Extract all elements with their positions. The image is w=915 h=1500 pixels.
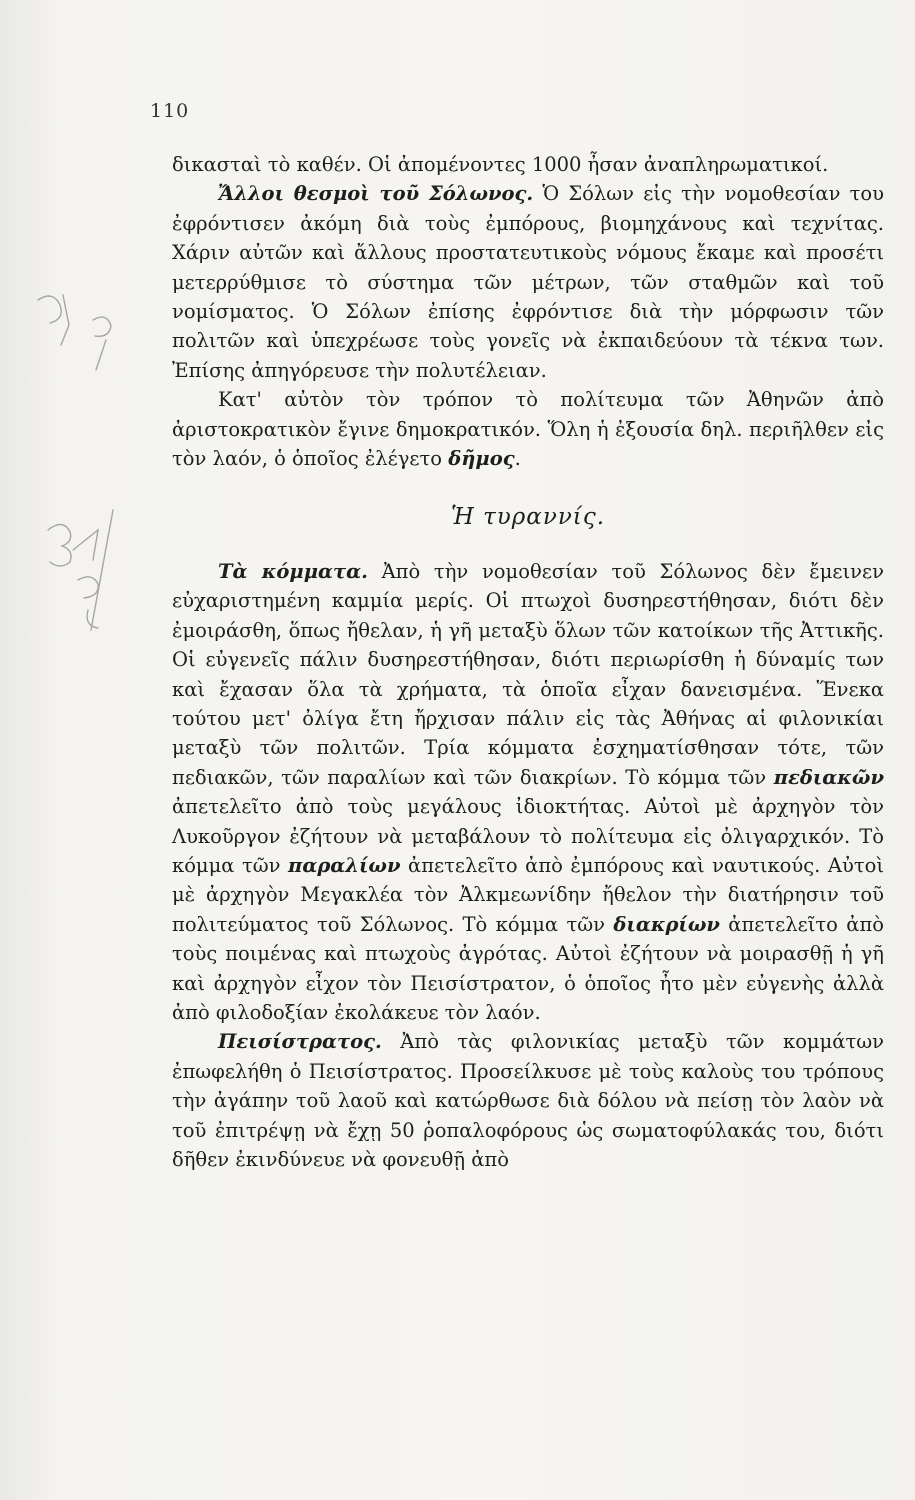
paragraph	[172, 1027, 884, 1174]
paragraph	[172, 385, 884, 473]
paragraph-text: ἀπετελεῖτο ἀπὸ τοὺς ποιμένας καὶ πτωχοὺς ἀγρότας. Αὐτοὶ ἐζήτουν νὰ μοιρασθῇ ἡ γῆ καὶ ἀρχηγὸν εἶχον τὸν Πεισίστρατον, ὁ ὁποῖος ἦτο μὲν εὐγενὴς ἀλλὰ ἀπὸ φιλοδοξίαν ἐκολάκευε τὸν λαόν.	[172, 912, 885, 1024]
pencil-margin-note	[18, 280, 158, 660]
paragraph-text: Ἀπὸ τὰς φιλονικίας μεταξὺ τῶν κομμάτων ἐπωφελήθη ὁ Πεισίστρατος. Προσείλκυσε μὲ τοὺς καλοὺς του τρόπους τὴν ἀγάπην τοῦ λαοῦ καὶ κατώρθωσε διὰ δόλου νὰ πείσῃ τὸν λαὸν νὰ τοῦ ἐπιτρέψῃ νὰ ἔχῃ 50 ῥοπαλοφόρους ὡς σωματοφύλακάς του, διότι δῆθεν ἐκινδύνευε νὰ φονευθῇ ἀπὸ	[172, 1030, 884, 1171]
paragraph-text: Κατ' αὐτὸν τὸν τρόπον τὸ πολίτευμα τῶν Ἀθηνῶν ἀπὸ ἀριστοκρατικὸν ἔγινε δημοκρατικόν. Ὅλη ἡ ἐξουσία δηλ. περιῆλθεν εἰς τὸν λαόν, ὁ ὁποῖος ἐλέγετο	[172, 388, 884, 471]
paragraph-text: Ἀπὸ τὴν νομοθεσίαν τοῦ Σόλωνος δὲν ἔμεινεν εὐχαριστημένη καμμία μερίς. Οἱ πτωχοὶ δυσηρεστήθησαν, διότι δὲν ἐμοιράσθη, ὅπως ἤθελαν, ἡ γῆ μεταξὺ ὅλων τῶν κατοίκων τῆς Ἀττικῆς. Οἱ εὐγενεῖς πάλιν δυσηρεστήθησαν, διότι περιωρίσθη ἡ δύναμίς των καὶ ἔχασαν ὅλα τὰ χρήματα, τὰ ὁποῖα εἶχαν δανεισμένα. Ἕνεκα τούτου μετ' ὀλίγα ἔτη ἤρχισαν πάλιν εἰς τὰς Ἀθήνας αἱ φιλονικίαι μεταξὺ τῶν πολιτῶν. Τρία κόμματα ἐσχηματίσθησαν τότε, τῶν πεδιακῶν, τῶν παραλίων καὶ τῶν διακρίων. Τὸ κόμμα τῶν	[172, 559, 884, 789]
paragraph-heading: Τὰ κόμματα.	[218, 559, 368, 583]
emphasized-term: δῆμος	[448, 447, 515, 471]
paragraph	[172, 150, 884, 179]
paragraph-text: ἀπετελεῖτο ἀπὸ ἐμπόρους καὶ ναυτικούς. Αὐτοὶ μὲ ἀρχηγὸν Μεγακλέα τὸν Ἀλκμεωνίδην ἤθελον τὴν διατήρησιν τοῦ πολιτεύματος τοῦ Σόλωνος. Τὸ κόμμα τῶν	[172, 853, 884, 936]
emphasized-term: πεδιακῶν	[773, 765, 884, 789]
section-title: Ἡ τυραννίς.	[450, 504, 606, 531]
emphasized-term: παραλίων	[288, 853, 401, 877]
paragraph-heading: Πεισίστρατος.	[218, 1030, 382, 1054]
paragraph-text: δικασταὶ τὸ καθέν. Οἱ ἀπομένοντες 1000 ἦσαν ἀναπληρωματικοί.	[172, 153, 829, 176]
paragraph-end: .	[514, 447, 521, 471]
page-body	[172, 150, 884, 1174]
paragraph-heading: Ἄλλοι θεσμοὶ τοῦ Σόλωνος.	[218, 182, 534, 206]
paragraph	[172, 557, 884, 1028]
paragraph-text: ἀπετελεῖτο ἀπὸ τοὺς μεγάλους ἰδιοκτήτας. Αὐτοὶ μὲ ἀρχηγὸν τὸν Λυκοῦργον ἐζήτουν νὰ μεταβάλουν τὸ πολίτευμα εἰς ὀλιγαρχικόν. Τὸ κόμμα τῶν	[172, 795, 884, 877]
paragraph	[172, 179, 884, 385]
page-number: 110	[150, 100, 190, 122]
paragraph-text: Ὁ Σόλων εἰς τὴν νομοθεσίαν του ἐφρόντισεν ἀκόμη διὰ τοὺς ἐμπόρους, βιομηχάνους καὶ τεχνίτας. Χάριν αὐτῶν καὶ ἄλλους προστατευτικοὺς νόμους ἔκαμε καὶ προσέτι μετερρύθμισε τὸ σύστημα τῶν μέτρων, τῶν σταθμῶν καὶ τοῦ νομίσματος. Ὁ Σόλων ἐπίσης ἐφρόντισε διὰ τὴν μόρφωσιν τῶν πολιτῶν καὶ ὑπεχρέωσε τοὺς γονεῖς νὰ ἐκπαιδεύουν τὰ τέκνα των. Ἐπίσης ἀπηγόρευσε τὴν πολυτέλειαν.	[172, 182, 885, 382]
emphasized-term: διακρίων	[613, 912, 720, 936]
